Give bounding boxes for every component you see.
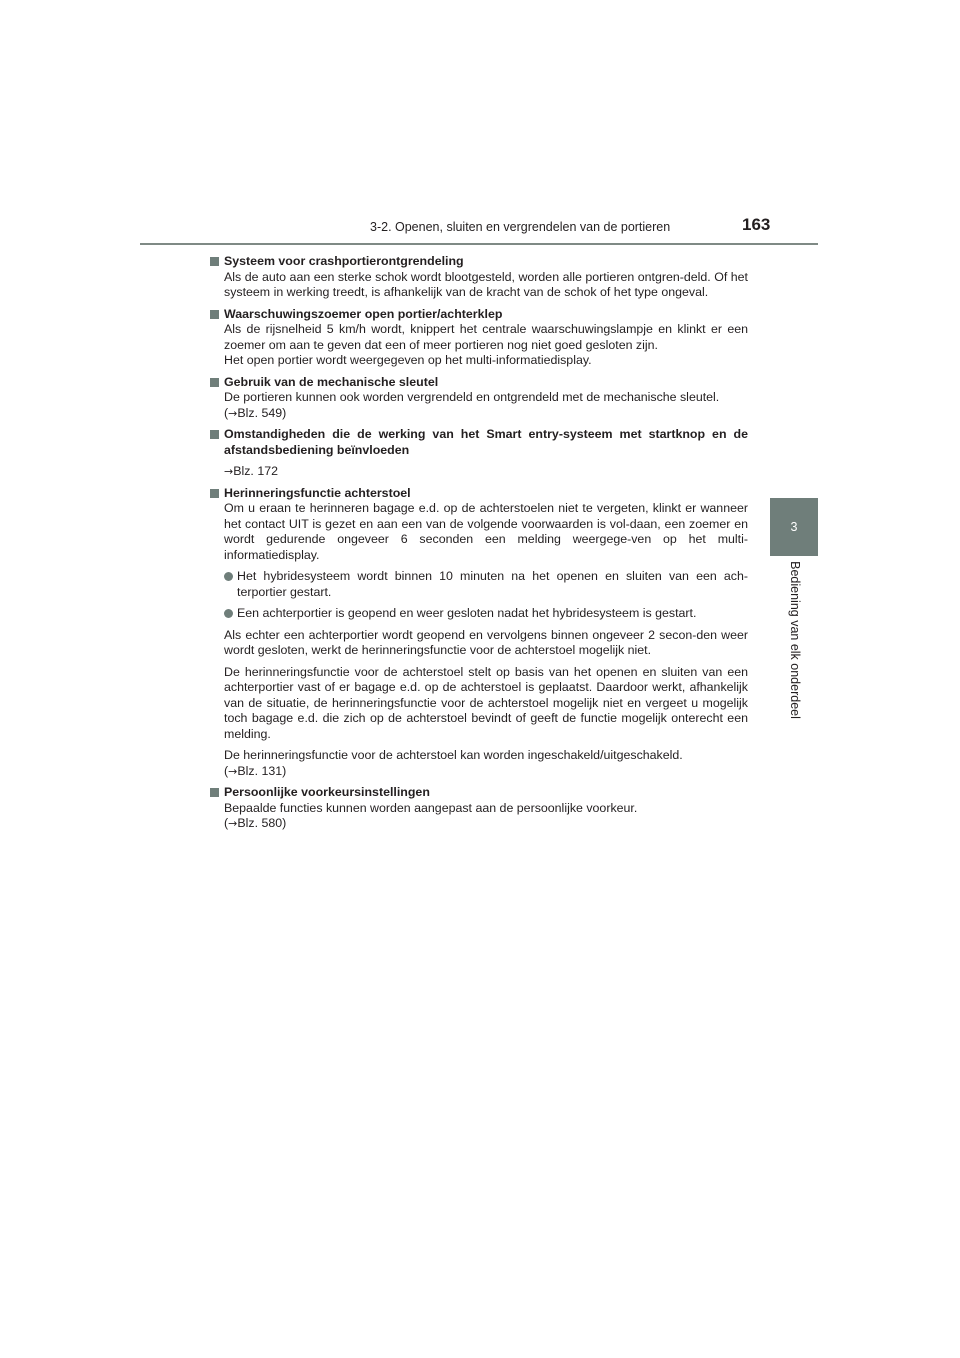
- section-title: Persoonlijke voorkeursinstellingen: [210, 785, 748, 801]
- arrow-right-icon: →: [228, 406, 238, 420]
- page-reference[interactable]: →Blz. 172: [224, 464, 278, 478]
- section-text: Om u eraan te herinneren bagage e.d. op de achterstoelen niet te vergeten, klinkt er wanneer het contact UIT is gezet en aan een van de volgende voorwaarden is vol-daan, een zoemer en wordt gedurende ongeveer 6 seconden een melding weergege-ven op het multi-informatiedisplay.: [224, 501, 748, 562]
- square-bullet-icon: [210, 489, 219, 498]
- section-smart-entry: [210, 427, 748, 480]
- section-title: Herinneringsfunctie achterstoel: [210, 486, 748, 502]
- page-reference[interactable]: (→Blz. 549): [224, 405, 287, 420]
- section-text: De herinneringsfunctie voor de achterstoel kan worden ingeschakeld/uitgeschakeld.: [224, 748, 683, 762]
- square-bullet-icon: [210, 310, 219, 319]
- section-door-buzzer: [210, 307, 748, 369]
- chapter-header-title: 3-2. Openen, sluiten en vergrendelen van de portieren: [370, 220, 671, 234]
- square-bullet-icon: [210, 430, 219, 439]
- square-bullet-icon: [210, 788, 219, 797]
- section-text: Als de rijsnelheid 5 km/h wordt, knippert het centrale waarschuwingslampje en klinkt er een zoemer om aan te geven dat een of meer portieren nog niet goed gesloten zijn.: [224, 322, 748, 352]
- arrow-right-icon: →: [228, 764, 238, 778]
- section-title: Waarschuwingszoemer open portier/achterklep: [210, 307, 748, 323]
- chapter-side-label: Bediening van elk onderdeel: [788, 561, 802, 719]
- page-reference[interactable]: (→Blz. 131): [224, 763, 287, 778]
- round-bullet-icon: [224, 609, 233, 618]
- section-text: Het open portier wordt weergegeven op het multi-informatiedisplay.: [224, 353, 592, 367]
- section-mechanical-key: [210, 375, 748, 422]
- section-text: Als echter een achterportier wordt geopend en vervolgens binnen ongeveer 2 secon-den weer wordt gesloten, werkt de herinneringsfunctie voor de achterstoel mogelijk niet.: [224, 627, 748, 657]
- chapter-tab: 3: [770, 498, 818, 556]
- page-reference[interactable]: (→Blz. 580): [224, 816, 287, 830]
- section-text: Als de auto aan een sterke schok wordt blootgesteld, worden alle portieren ontgren-deld. Of het systeem in werking treedt, is afhankelijk van de kracht van de schok of het type ongeval.: [224, 269, 748, 299]
- section-title: Gebruik van de mechanische sleutel: [210, 375, 748, 391]
- list-item: Een achterportier is geopend en weer gesloten nadat het hybridesysteem is gestart.: [210, 606, 748, 622]
- square-bullet-icon: [210, 378, 219, 387]
- page-number: 163: [742, 215, 771, 234]
- section-personal-settings: [210, 785, 748, 832]
- section-text: Bepaalde functies kunnen worden aangepast aan de persoonlijke voorkeur.: [224, 800, 638, 815]
- header-divider: [140, 243, 818, 245]
- list-item: Het hybridesysteem wordt binnen 10 minuten na het openen en sluiten van een ach-terportier gestart.: [210, 569, 748, 600]
- square-bullet-icon: [210, 257, 219, 266]
- section-title: Omstandigheden die de werking van het Smart entry-systeem met startknop en de afstandsbediening beïnvloeden: [210, 427, 748, 458]
- section-title: Systeem voor crashportierontgrendeling: [210, 254, 748, 270]
- round-bullet-icon: [224, 572, 233, 581]
- page-content: [210, 254, 748, 838]
- section-rear-seat-reminder: [210, 486, 748, 780]
- arrow-right-icon: →: [228, 817, 238, 830]
- section-text: De portieren kunnen ook worden vergrendeld en ontgrendeld met de mechanische sleutel.: [224, 390, 720, 404]
- section-text: De herinneringsfunctie voor de achterstoel stelt op basis van het openen en sluiten van een achterportier vast of er bagage e.d. op de achterstoel is geplaatst. Daardoor werkt, afhankelijk van de situatie, de herinneringsfunctie voor de achterstoel mogelijk niet en vergeet u mogelijk toch bagage e.d. die zich op de achterstoel bevindt of geeft de functie mogelijk onterecht een melding.: [224, 664, 748, 741]
- arrow-right-icon: →: [224, 465, 234, 478]
- section-crash-unlock: [210, 254, 748, 301]
